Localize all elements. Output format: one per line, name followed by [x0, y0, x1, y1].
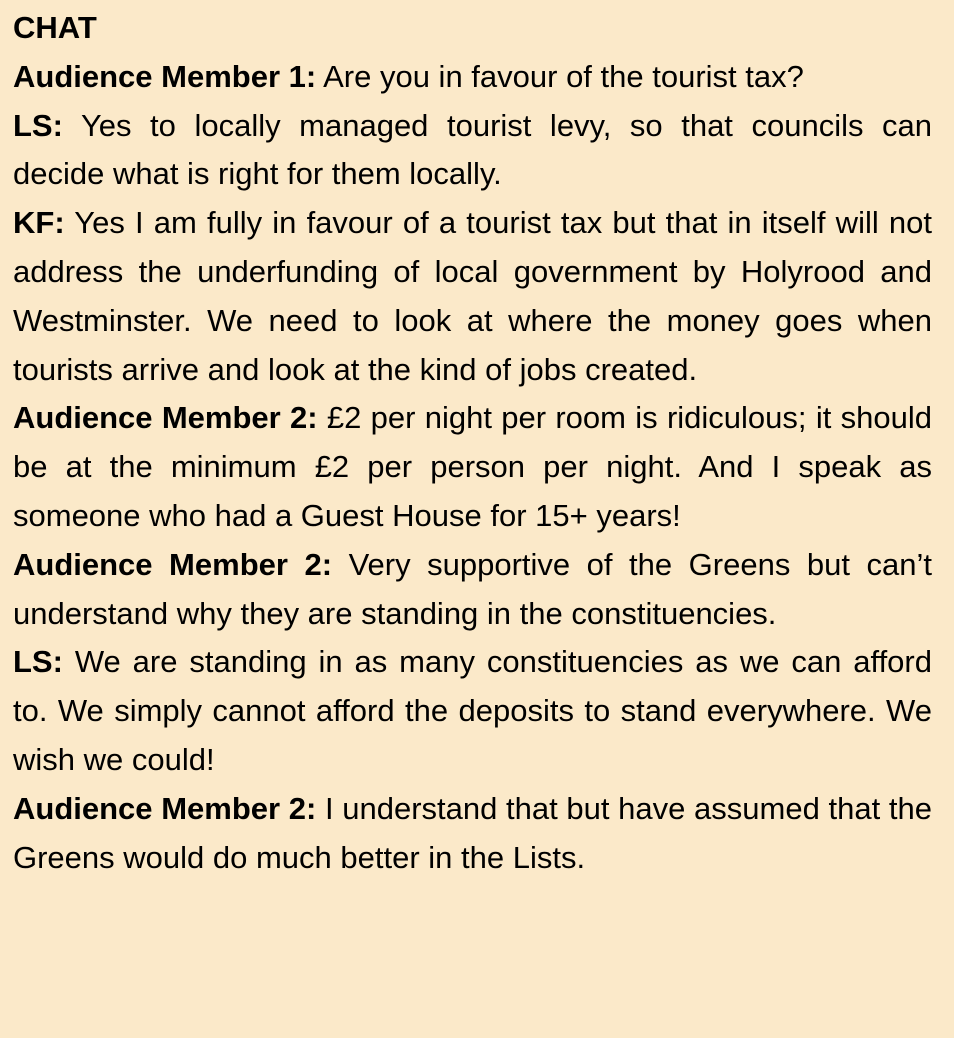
chat-entry: [13, 638, 932, 784]
chat-heading: CHAT: [13, 10, 97, 45]
message-text: Yes to locally managed tourist levy, so that councils can decide what is right for them locally.: [13, 107, 932, 192]
chat-entry: [13, 394, 932, 540]
speaker-name: LS:: [13, 107, 63, 143]
message-text: Are you in favour of the tourist tax?: [323, 58, 804, 94]
chat-entry: [13, 785, 932, 883]
speaker-name: KF:: [13, 205, 65, 241]
message-text: Yes I am fully in favour of a tourist tax but that in itself will not address the underfunding of local government by Holyrood and Westminster. We need to look at where the money goes when tourists arrive and look at the kind of jobs created.: [13, 205, 932, 387]
chat-entry: [13, 199, 932, 394]
speaker-name: LS:: [13, 644, 63, 680]
message-text: I understand that but have assumed that the Greens would do much better in the Lists.: [13, 790, 932, 875]
chat-entry: [13, 541, 932, 639]
chat-entry: [13, 53, 932, 102]
speaker-name: Audience Member 2:: [13, 400, 318, 436]
speaker-name: Audience Member 1:: [13, 58, 317, 94]
speaker-name: Audience Member 2:: [13, 790, 317, 826]
message-text: We are standing in as many constituencies as we can afford to. We simply cannot afford the deposits to stand everywhere. We wish we could!: [13, 644, 932, 777]
speaker-name: Audience Member 2:: [13, 546, 333, 582]
message-text: £2 per night per room is ridiculous; it should be at the minimum £2 per person per night. And I speak as someone who had a Guest House for 15+ years!: [13, 400, 932, 533]
chat-entry: [13, 102, 932, 200]
message-text: Very supportive of the Greens but can’t understand why they are standing in the constituencies.: [13, 546, 932, 631]
